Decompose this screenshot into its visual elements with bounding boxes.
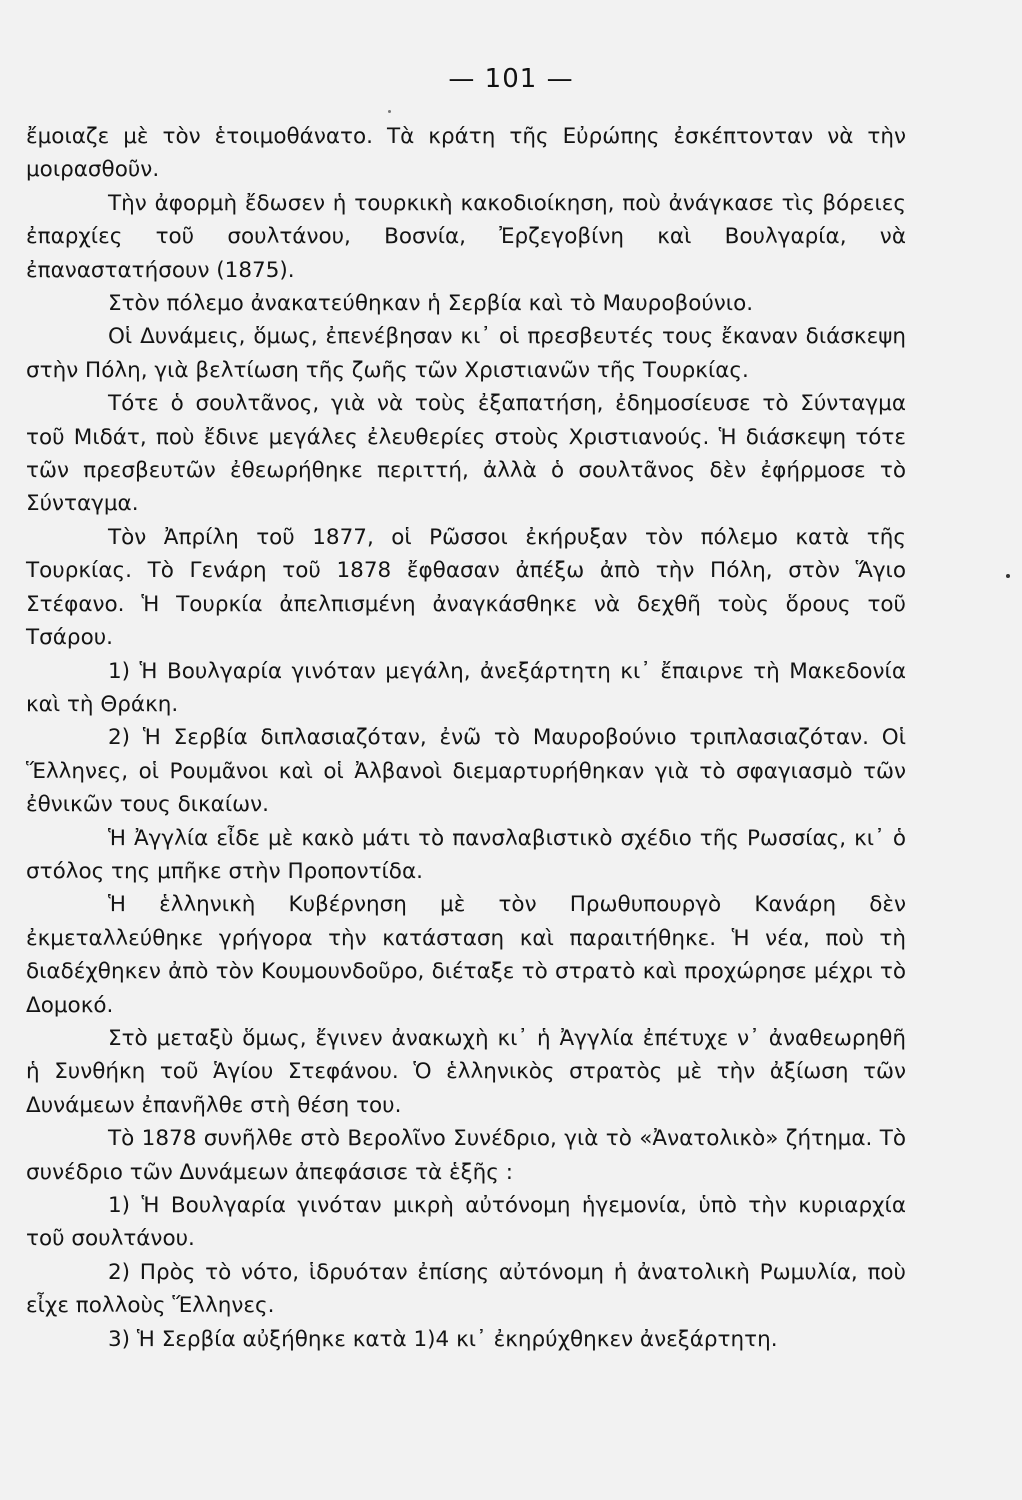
paragraph: Τὸν Ἀπρίλη τοῦ 1877, οἱ Ρῶσσοι ἐκήρυξαν τὸν πόλεμο κατὰ τῆς Τουρκίας. Τὸ Γενάρη τοῦ 1878 ἔφθασαν ἀπέξω ἀπὸ τὴν Πόλη, στὸν Ἅγιο Στέφανο. Ἡ Τουρκία ἀπελπισμένη ἀναγκάσθηκε νὰ δεχθῆ τοὺς ὅρους τοῦ Τσάρου.: [26, 524, 906, 651]
paragraph: Τὸ 1878 συνῆλθε στὸ Βερολῖνο Συνέδριο, γιὰ τὸ «Ἀνατολικὸ» ζήτημα. Τὸ συνέδριο τῶν Δυνάμεων ἀπεφάσισε τὰ ἑξῆς :: [26, 1126, 906, 1185]
paragraph: Στὸν πόλεμο ἀνακατεύθηκαν ἡ Σερβία καὶ τὸ Μαυροβούνιο.: [108, 291, 754, 317]
paragraph: 2) Ἡ Σερβία διπλασιαζόταν, ἐνῶ τὸ Μαυροβούνιο τριπλασιαζόταν. Οἱ Ἕλληνες, οἱ Ρουμᾶνοι καὶ οἱ Ἀλβανοὶ διεμαρτυρήθηκαν γιὰ τὸ σφαγιασμὸ τῶν ἐθνικῶν τους δικαίων.: [26, 725, 906, 818]
paragraph: 2) Πρὸς τὸ νότο, ἱδρυόταν ἐπίσης αὐτόνομη ἡ ἀνατολικὴ Ρωμυλία, ποὺ εἶχε πολλοὺς Ἕλληνες.: [26, 1259, 906, 1319]
body-text: [26, 120, 906, 1356]
margin-speck: [1006, 574, 1010, 578]
paragraph: 1) Ἡ Βουλγαρία γινόταν μεγάλη, ἀνεξάρτητη κι᾿ ἔπαιρνε τὴ Μακεδονία καὶ τὴ Θράκη.: [26, 658, 906, 717]
paragraph: 1) Ἡ Βουλγαρία γινόταν μικρὴ αὐτόνομη ἡγεμονία, ὑπὸ τὴν κυριαρχία τοῦ σουλτάνου.: [26, 1193, 906, 1252]
page-number: — 101 —: [448, 64, 574, 94]
dust-speck: [388, 110, 391, 113]
paragraph: Ἡ ἑλληνικὴ Κυβέρνηση μὲ τὸν Πρωθυπουργὸ Κανάρη δὲν ἐκμεταλλεύθηκε γρήγορα τὴν κατάσταση καὶ παραιτήθηκε. Ἡ νέα, ποὺ τὴ διαδέχθηκεν ἀπὸ τὸν Κουμουνδοῦρο, διέταξε τὸ στρατὸ καὶ προχώρησε μέχρι τὸ Δομοκό.: [26, 892, 906, 1018]
paragraph: Οἱ Δυνάμεις, ὅμως, ἐπενέβησαν κι᾿ οἱ πρεσβευτές τους ἔκαναν διάσκεψη στὴν Πόλη, γιὰ βελτίωση τῆς ζωῆς τῶν Χριστιανῶν τῆς Τουρκίας.: [26, 324, 906, 383]
paragraph: ἔμοιαζε μὲ τὸν ἑτοιμοθάνατο. Τὰ κράτη τῆς Εὐρώπης ἐσκέπτονταν νὰ τὴν μοιρασθοῦν.: [26, 124, 906, 183]
paragraph: Ἡ Ἀγγλία εἶδε μὲ κακὸ μάτι τὸ πανσλαβιστικὸ σχέδιο τῆς Ρωσσίας, κι᾿ ὁ στόλος της μπῆκε στὴν Προποντίδα.: [26, 825, 906, 884]
paragraph: Στὸ μεταξὺ ὅμως, ἔγινεν ἀνακωχὴ κι᾿ ἡ Ἀγγλία ἐπέτυχε ν᾿ ἀναθεωρηθῆ ἡ Συνθήκη τοῦ Ἁγίου Στεφάνου. Ὁ ἑλληνικὸς στρατὸς μὲ τὴν ἀξίωση τῶν Δυνάμεων ἐπανῆλθε στὴ θέση του.: [26, 1025, 906, 1118]
paragraph: Τὴν ἀφορμὴ ἔδωσεν ἡ τουρκικὴ κακοδιοίκηση, ποὺ ἀνάγκασε τὶς βόρειες ἐπαρχίες τοῦ σουλτάνου, Βοσνία, Ἐρζεγοβίνη καὶ Βουλγαρία, νὰ ἐπαναστατήσουν (1875).: [26, 190, 906, 283]
paragraph: Τότε ὁ σουλτᾶνος, γιὰ νὰ τοὺς ἐξαπατήση, ἐδημοσίευσε τὸ Σύνταγμα τοῦ Μιδάτ, ποὺ ἔδινε μεγάλες ἐλευθερίες στοὺς Χριστιανούς. Ἡ διάσκεψη τότε τῶν πρεσβευτῶν ἐθεωρήθηκε περιττή, ἀλλὰ ὁ σουλτᾶνος δὲν ἐφήρμοσε τὸ Σύνταγμα.: [26, 391, 906, 517]
paragraph: 3) Ἡ Σερβία αὐξήθηκε κατὰ 1)4 κι᾿ ἐκηρύχθηκεν ἀνεξάρτητη.: [108, 1326, 778, 1352]
